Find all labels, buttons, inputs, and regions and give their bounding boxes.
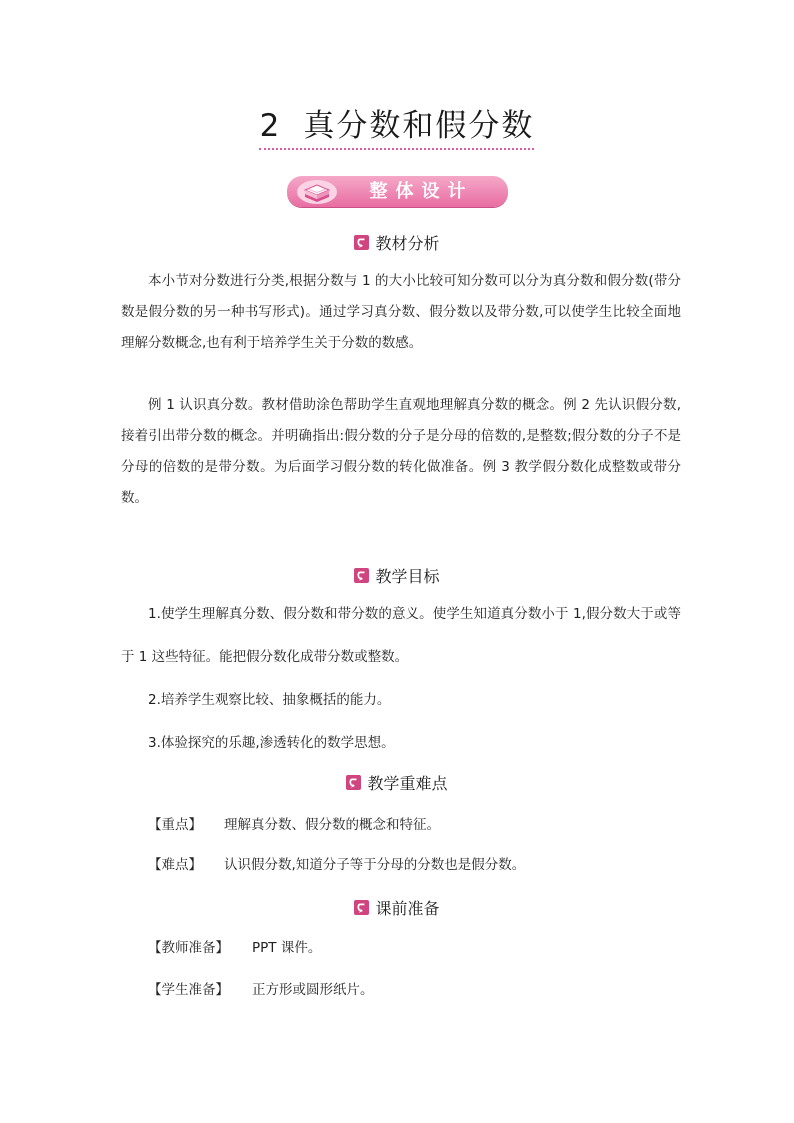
heading-prep-text: 课前准备 — [375, 898, 440, 918]
title-dotted-rule — [259, 148, 534, 150]
heading-analysis — [0, 230, 794, 254]
prep-text: PPT 课件。 — [252, 940, 322, 956]
keypoint-text: 理解真分数、假分数的概念和特征。 — [224, 817, 440, 833]
goal-item-1: 1.使学生理解真分数、假分数和带分数的意义。使学生知道真分数小于 1,假分数大于或等于 1 这些特征。能把假分数化成带分数或整数。 — [121, 606, 681, 665]
heading-prep — [0, 895, 794, 919]
title-number: 2 — [259, 108, 282, 144]
section-banner — [287, 176, 508, 207]
heading-keypoints — [0, 770, 794, 794]
banner-label: 整体设计 — [369, 181, 474, 202]
bookmark-arrow-icon — [354, 235, 369, 250]
heading-analysis-text: 教材分析 — [375, 233, 440, 253]
analysis-paragraph-1: 本小节对分数进行分类,根据分数与 1 的大小比较可知分数可以分为真分数和假分数(带分数是假分数的另一种书写形式)。通过学习真分数、假分数以及带分数,可以使学生比较全面地理解分数概念,也有利于培养学生关于分数的数感。 — [121, 273, 681, 351]
heading-goals-text: 教学目标 — [375, 566, 440, 586]
title-text: 真分数和假分数 — [303, 108, 535, 144]
prep-item — [148, 980, 374, 1000]
prep-label: 【学生准备】 — [148, 982, 229, 998]
page-title — [0, 100, 794, 145]
bookmark-arrow-icon — [346, 775, 361, 790]
goal-item-3: 3.体验探究的乐趣,渗透转化的数学思想。 — [148, 735, 395, 751]
analysis-paragraph-2: 例 1 认识真分数。教材借助涂色帮助学生直观地理解真分数的概念。例 2 先认识假分数,接着引出带分数的概念。并明确指出:假分数的分子是分母的倍数的,是整数;假分数的分子不是分母的倍数的是带分数。为后面学习假分数的转化做准备。例 3 教学假分数化成整数或带分数。 — [121, 397, 681, 506]
keypoint-label: 【重点】 — [148, 817, 202, 833]
heading-goals — [0, 563, 794, 587]
keypoint-label: 【难点】 — [148, 857, 202, 873]
heading-keypoints-text: 教学重难点 — [367, 773, 448, 793]
keypoint-item — [148, 815, 440, 835]
prep-label: 【教师准备】 — [148, 940, 229, 956]
prep-text: 正方形或圆形纸片。 — [252, 982, 374, 998]
bookmark-arrow-icon — [354, 568, 369, 583]
goal-item-2: 2.培养学生观察比较、抽象概括的能力。 — [148, 692, 391, 708]
book-stack-icon — [296, 179, 338, 204]
bookmark-arrow-icon — [354, 900, 369, 915]
keypoint-text: 认识假分数,知道分子等于分母的分数也是假分数。 — [224, 857, 526, 873]
keypoint-item — [148, 855, 525, 875]
prep-item — [148, 938, 321, 958]
